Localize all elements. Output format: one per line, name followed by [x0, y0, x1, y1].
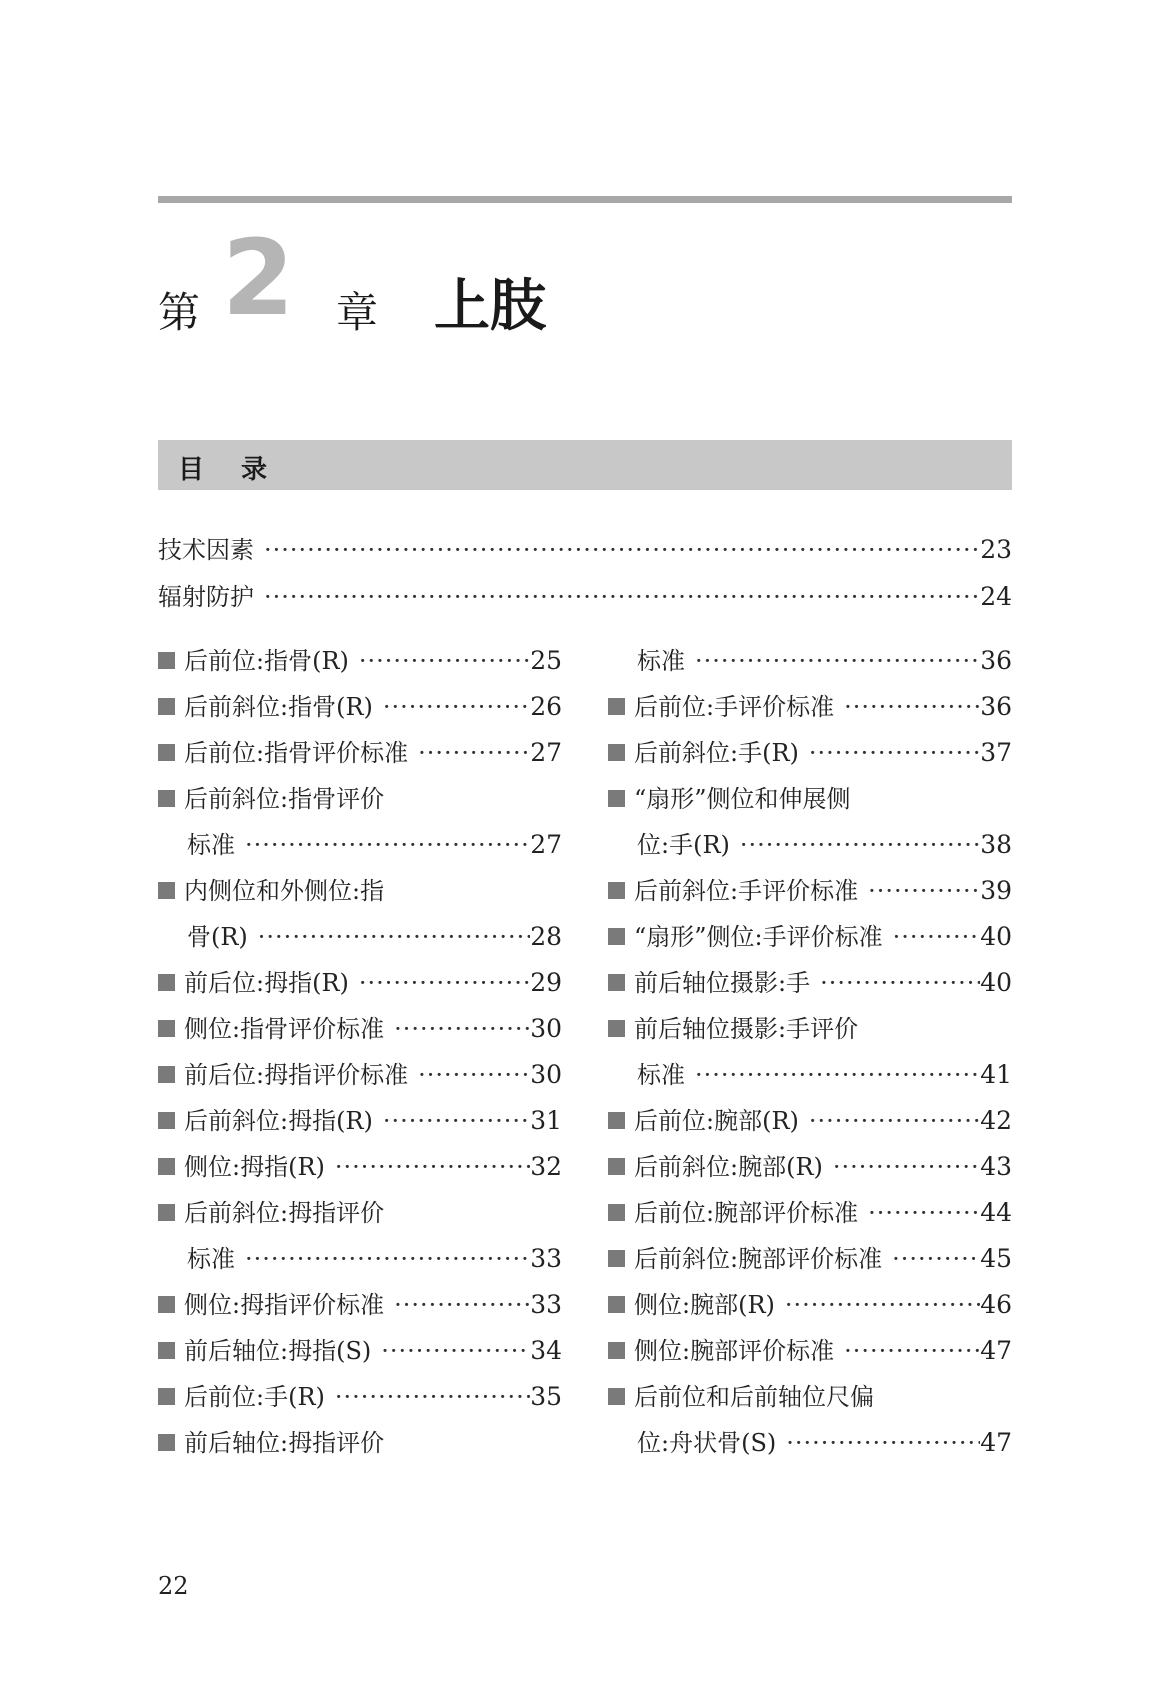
toc-entry-label [608, 1239, 882, 1279]
toc-entry-text: 前后轴位摄影:手 [634, 969, 811, 997]
toc-entry[interactable] [608, 1377, 1012, 1417]
toc-page-number: 33 [530, 1244, 562, 1273]
toc-entry-continued[interactable] [158, 825, 562, 865]
toc-entry-text: 后前斜位:指骨评价 [184, 785, 385, 813]
square-bullet-icon [158, 1020, 175, 1037]
toc-entry-label [158, 1009, 384, 1049]
square-bullet-icon [158, 1296, 175, 1313]
toc-entry[interactable] [608, 1285, 1012, 1325]
square-bullet-icon [158, 1158, 175, 1175]
toc-page-number: 43 [980, 1152, 1012, 1181]
toc-header-title: 目 录 [178, 455, 282, 485]
toc-entry[interactable] [158, 733, 562, 773]
dot-leader [810, 963, 980, 1003]
dot-leader [254, 577, 980, 617]
toc-entry-text: 侧位:拇指评价标准 [184, 1291, 385, 1319]
dot-leader [775, 1285, 980, 1325]
toc-entry[interactable] [158, 1331, 562, 1371]
toc-entry[interactable] [158, 1193, 562, 1233]
toc-page-number: 30 [530, 1060, 562, 1089]
toc-entry-text: 侧位:指骨评价标准 [184, 1015, 385, 1043]
toc-page-number: 47 [980, 1336, 1012, 1365]
toc-entry-continued[interactable] [608, 1423, 1012, 1463]
square-bullet-icon [158, 1388, 175, 1405]
square-bullet-icon [158, 974, 175, 991]
toc-entry-text: 后前斜位:手评价标准 [634, 877, 859, 905]
toc-entry-text: 标准 [187, 831, 235, 859]
toc-entry-label [608, 825, 730, 865]
square-bullet-icon [158, 1112, 175, 1129]
toc-header-bar [158, 440, 1012, 490]
toc-entry-label [158, 1377, 325, 1417]
toc-entry-text: 标准 [637, 1061, 685, 1089]
dot-leader [685, 641, 980, 681]
dot-leader [325, 1377, 530, 1417]
square-bullet-icon [158, 698, 175, 715]
dot-leader [799, 1101, 980, 1141]
toc-entry-label [158, 530, 254, 570]
toc-entry[interactable] [608, 1239, 1012, 1279]
toc-entry[interactable] [158, 687, 562, 727]
toc-page-number: 44 [980, 1198, 1012, 1227]
dot-leader [254, 530, 980, 570]
chapter-suffix: 章 [336, 288, 379, 337]
dot-leader [858, 871, 980, 911]
dot-leader [776, 1423, 980, 1463]
toc-entry-text: 后前斜位:指骨(R) [184, 693, 373, 721]
toc-entry-text: 前后轴位:拇指(S) [184, 1337, 372, 1365]
toc-entry-label [608, 733, 799, 773]
toc-entry-continued[interactable] [158, 1239, 562, 1279]
toc-entry[interactable] [608, 1193, 1012, 1233]
toc-entry[interactable] [158, 577, 1012, 617]
dot-leader [235, 825, 530, 865]
toc-page-number: 40 [980, 968, 1012, 997]
toc-page-number: 38 [980, 830, 1012, 859]
dot-leader [834, 687, 980, 727]
toc-entry-label [608, 1423, 776, 1463]
toc-page-number: 35 [530, 1382, 562, 1411]
toc-entry[interactable] [608, 1147, 1012, 1187]
top-rule [158, 196, 1012, 203]
toc-entry[interactable] [608, 1009, 1012, 1049]
dot-leader [858, 1193, 980, 1233]
dot-leader [384, 1285, 530, 1325]
toc-entry-label [158, 963, 349, 1003]
toc-entry[interactable] [158, 779, 562, 819]
toc-page-number: 30 [530, 1014, 562, 1043]
toc-entry-label [608, 963, 810, 1003]
toc-entry-text: 技术因素 [158, 536, 254, 564]
toc-entry-text: 后前位:腕部评价标准 [634, 1199, 859, 1227]
dot-leader [685, 1055, 980, 1095]
toc-entry-label [608, 687, 834, 727]
toc-entry-label [608, 1193, 858, 1233]
toc-entry-label [608, 871, 858, 911]
dot-leader [882, 1239, 980, 1279]
toc-entry-text: 后前位:手评价标准 [634, 693, 835, 721]
toc-entry-text: 后前位:指骨评价标准 [184, 739, 409, 767]
toc-page-number: 24 [980, 582, 1012, 611]
chapter-prefix: 第 [158, 288, 201, 337]
toc-entry-label [158, 1285, 384, 1325]
square-bullet-icon [608, 744, 625, 761]
toc-entry-text: 位:舟状骨(S) [637, 1429, 777, 1457]
toc-entry[interactable] [158, 963, 562, 1003]
toc-entry-text: 前后轴位摄影:手评价 [634, 1015, 859, 1043]
toc-entry-text: 后前位:手(R) [184, 1383, 325, 1411]
toc-entry-label [158, 1055, 408, 1095]
dot-leader [384, 1009, 530, 1049]
toc-entry-label [608, 917, 883, 957]
toc-page-number: 31 [530, 1106, 562, 1135]
square-bullet-icon [158, 744, 175, 761]
toc-page-number: 47 [980, 1428, 1012, 1457]
dot-leader [730, 825, 980, 865]
square-bullet-icon [158, 652, 175, 669]
square-bullet-icon [608, 882, 625, 899]
toc-entry[interactable] [158, 1147, 562, 1187]
chapter-number: 2 [222, 217, 295, 339]
square-bullet-icon [608, 1296, 625, 1313]
toc-entry[interactable] [158, 1285, 562, 1325]
dot-leader [248, 917, 530, 957]
toc-entry-label [608, 1331, 834, 1371]
toc-entry-label [158, 1147, 325, 1187]
toc-entry[interactable] [158, 1055, 562, 1095]
square-bullet-icon [608, 1204, 625, 1221]
toc-entry-continued[interactable] [608, 641, 1012, 681]
toc-entry-text: 骨(R) [187, 923, 248, 951]
dot-leader [373, 687, 530, 727]
toc-entry-label [608, 1147, 823, 1187]
toc-entry-text: 位:手(R) [637, 831, 730, 859]
toc-entry-label [158, 1331, 371, 1371]
toc-page-number: 32 [530, 1152, 562, 1181]
dot-leader [373, 1101, 530, 1141]
square-bullet-icon [608, 1020, 625, 1037]
square-bullet-icon [608, 1342, 625, 1359]
square-bullet-icon [608, 698, 625, 715]
toc-entry-continued[interactable] [158, 917, 562, 957]
square-bullet-icon [158, 1066, 175, 1083]
square-bullet-icon [608, 1388, 625, 1405]
square-bullet-icon [608, 974, 625, 991]
toc-page-number: 46 [980, 1290, 1012, 1319]
toc-entry-text: “扇形”侧位:手评价标准 [634, 923, 883, 951]
dot-leader [823, 1147, 980, 1187]
toc-entry-label [158, 825, 235, 865]
toc-entry-text: 后前位和后前轴位尺偏 [634, 1383, 874, 1411]
square-bullet-icon [158, 790, 175, 807]
toc-entry[interactable] [158, 871, 562, 911]
toc-entry-label [608, 641, 685, 681]
toc-entry[interactable] [608, 963, 1012, 1003]
toc-entry-text: 标准 [637, 647, 685, 675]
toc-entry[interactable] [608, 1331, 1012, 1371]
square-bullet-icon [608, 1158, 625, 1175]
toc-entry-label [158, 577, 254, 617]
toc-page-number: 29 [530, 968, 562, 997]
square-bullet-icon [158, 1434, 175, 1451]
dot-leader [349, 641, 530, 681]
dot-leader [408, 733, 530, 773]
toc-entry-text: 后前斜位:腕部评价标准 [634, 1245, 883, 1273]
toc-entry-text: 前后位:拇指(R) [184, 969, 349, 997]
toc-entry-text: 侧位:腕部评价标准 [634, 1337, 835, 1365]
toc-entry-text: 后前斜位:手(R) [634, 739, 799, 767]
toc-entry[interactable] [158, 1009, 562, 1049]
toc-page-number: 37 [980, 738, 1012, 767]
toc-entry-text: 后前位:指骨(R) [184, 647, 349, 675]
toc-page-number: 26 [530, 692, 562, 721]
toc-entry-label [158, 917, 248, 957]
toc-entry[interactable] [158, 1101, 562, 1141]
toc-page-number: 39 [980, 876, 1012, 905]
square-bullet-icon [608, 928, 625, 945]
toc-entry-continued[interactable] [608, 1055, 1012, 1095]
dot-leader [408, 1055, 530, 1095]
toc-page-number: 34 [530, 1336, 562, 1365]
toc-page-number: 33 [530, 1290, 562, 1319]
toc-entry-label [608, 1101, 799, 1141]
toc-entry-text: 前后位:拇指评价标准 [184, 1061, 409, 1089]
toc-entry-text: 后前斜位:拇指(R) [184, 1107, 373, 1135]
dot-leader [834, 1331, 980, 1371]
page-number: 22 [158, 1572, 189, 1600]
toc-entry-label [158, 1239, 235, 1279]
dot-leader [349, 963, 530, 1003]
dot-leader [325, 1147, 530, 1187]
toc-entry[interactable] [608, 687, 1012, 727]
toc-entry-text: 辐射防护 [158, 583, 254, 611]
toc-entry-text: “扇形”侧位和伸展侧 [634, 785, 851, 813]
dot-leader [799, 733, 980, 773]
toc-entry-label [158, 733, 408, 773]
dot-leader [883, 917, 981, 957]
toc-entry-text: 侧位:腕部(R) [634, 1291, 775, 1319]
toc-page-number: 42 [980, 1106, 1012, 1135]
chapter-title: 上肢 [434, 274, 546, 339]
toc-entry[interactable] [158, 1377, 562, 1417]
square-bullet-icon [608, 1112, 625, 1129]
toc-page-number: 27 [530, 830, 562, 859]
toc-entry-label [158, 1101, 373, 1141]
toc-entry[interactable] [158, 1423, 562, 1463]
toc-entry[interactable] [608, 1101, 1012, 1141]
square-bullet-icon [158, 1204, 175, 1221]
square-bullet-icon [608, 1250, 625, 1267]
dot-leader [371, 1331, 530, 1371]
toc-entry-text: 标准 [187, 1245, 235, 1273]
toc-entry[interactable] [608, 779, 1012, 819]
toc-entry[interactable] [158, 641, 562, 681]
toc-page-number: 45 [980, 1244, 1012, 1273]
toc-page-number: 23 [980, 535, 1012, 564]
toc-page-number: 36 [980, 692, 1012, 721]
toc-entry[interactable] [158, 530, 1012, 570]
toc-entry-label [608, 1055, 685, 1095]
toc-entry-label [158, 641, 349, 681]
toc-entry-text: 后前斜位:拇指评价 [184, 1199, 385, 1227]
square-bullet-icon [158, 1342, 175, 1359]
toc-page-number: 27 [530, 738, 562, 767]
toc-entry-text: 后前斜位:腕部(R) [634, 1153, 823, 1181]
toc-entry[interactable] [608, 871, 1012, 911]
toc-entry-label [158, 687, 373, 727]
toc-entry-text: 前后轴位:拇指评价 [184, 1429, 385, 1457]
toc-entry-text: 内侧位和外侧位:指 [184, 877, 385, 905]
square-bullet-icon [608, 790, 625, 807]
toc-page-number: 28 [530, 922, 562, 951]
toc-page-number: 40 [980, 922, 1012, 951]
toc-entry-label [608, 1285, 775, 1325]
toc-entry-text: 侧位:拇指(R) [184, 1153, 325, 1181]
dot-leader [235, 1239, 530, 1279]
toc-page-number: 25 [530, 646, 562, 675]
toc-page-number: 41 [980, 1060, 1012, 1089]
toc-entry-continued[interactable] [608, 825, 1012, 865]
square-bullet-icon [158, 882, 175, 899]
toc-page-number: 36 [980, 646, 1012, 675]
toc-entry[interactable] [608, 733, 1012, 773]
toc-entry-text: 后前位:腕部(R) [634, 1107, 799, 1135]
toc-entry[interactable] [608, 917, 1012, 957]
